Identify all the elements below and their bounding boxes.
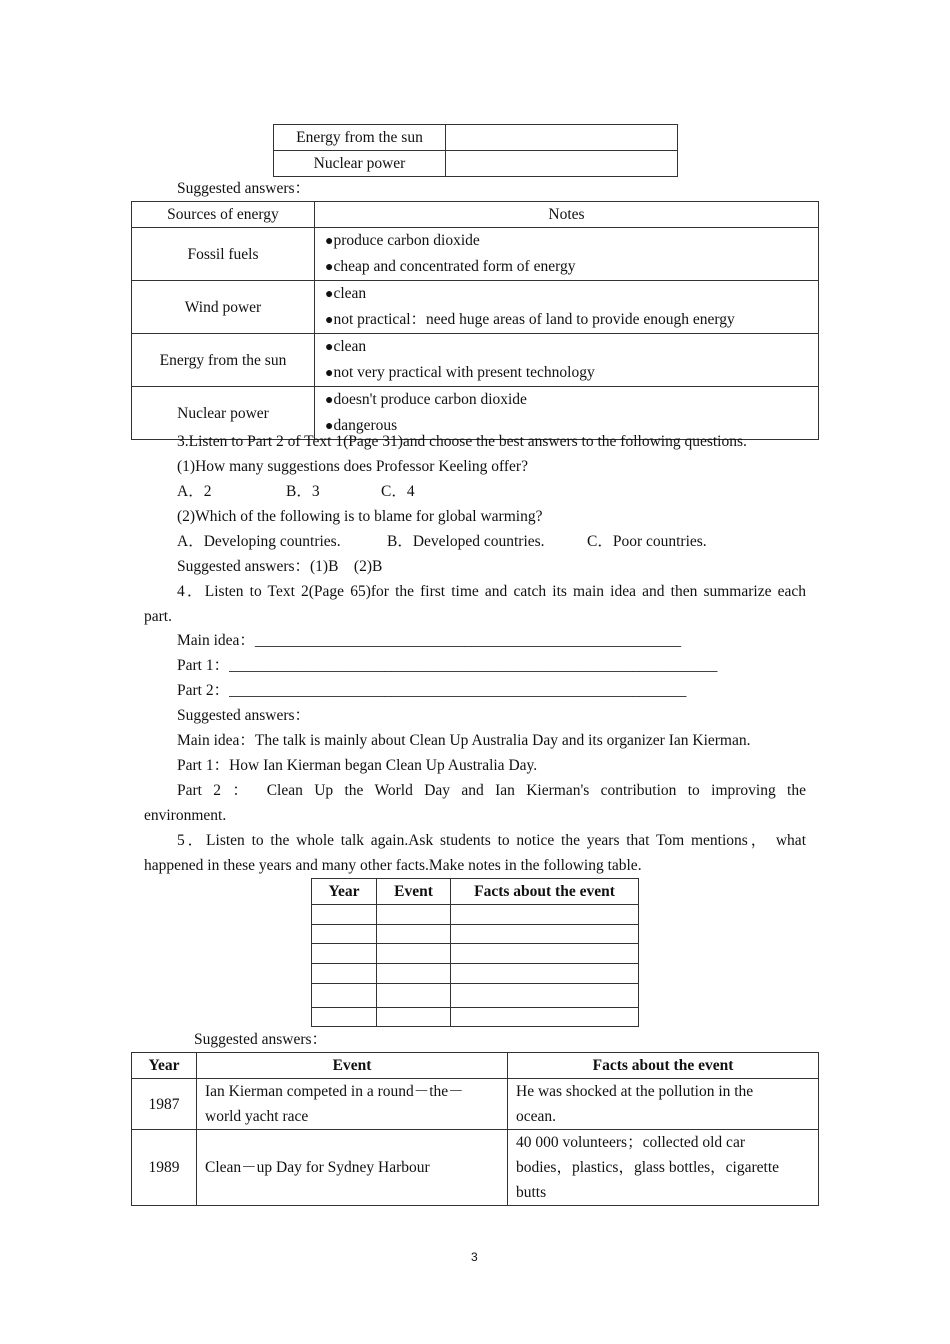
events-answers-table xyxy=(131,1052,819,1206)
energy-notes-table xyxy=(131,201,819,440)
table-cell xyxy=(312,1008,377,1027)
note: produce carbon dioxide xyxy=(333,232,480,249)
main-idea-blank xyxy=(177,632,681,650)
suggested-answers-label: Suggested answers： xyxy=(177,180,311,197)
q3-intro: 3.Listen to Part 2 of Text 1(Page 31)and choose the best answers to the following questions. xyxy=(177,433,747,450)
table-cell: Energy from the sun xyxy=(274,125,446,151)
table-row xyxy=(132,1130,819,1206)
table-header: Event xyxy=(197,1053,508,1079)
table-cell xyxy=(312,925,377,944)
bullet-icon: ● xyxy=(325,234,334,249)
table-cell xyxy=(312,984,377,1008)
table-cell xyxy=(312,944,377,964)
table-cell xyxy=(377,925,451,944)
bullet-icon: ● xyxy=(325,419,334,434)
facts-text: ocean. xyxy=(516,1108,557,1125)
table-row xyxy=(132,387,819,440)
q3-option-c: C．Poor countries. xyxy=(587,533,707,550)
answer-main-idea: Main idea：The talk is mainly about Clean Up Australia Day and its organizer Ian Kierman. xyxy=(177,732,751,749)
table-header: Event xyxy=(377,879,451,905)
table-cell xyxy=(377,964,451,984)
q3-question-1: (1)How many suggestions does Professor Keeling offer? xyxy=(177,458,528,475)
q3-option-b: B．Developed countries. xyxy=(387,533,545,550)
note: clean xyxy=(333,285,367,302)
page-number: 3 xyxy=(471,1250,478,1264)
table-cell xyxy=(312,964,377,984)
bullet-icon: ● xyxy=(325,287,334,302)
facts-text: He was shocked at the pollution in the xyxy=(516,1083,754,1100)
table-row xyxy=(132,334,819,387)
bullet-icon: ● xyxy=(325,393,334,408)
table-header: Facts about the event xyxy=(508,1053,819,1079)
note: cheap and concentrated form of energy xyxy=(333,258,576,275)
label: Main idea：_ xyxy=(177,632,263,649)
blank: ______________________________________________________ xyxy=(262,632,682,649)
q5-intro: 5．Listen to the whole talk again.Ask students to notice the years that Tom mentions， what xyxy=(177,832,806,849)
table-cell xyxy=(451,1008,639,1027)
table-cell xyxy=(451,964,639,984)
table-cell xyxy=(451,984,639,1008)
source-cell: Nuclear power xyxy=(132,387,315,440)
answer-part2: Part 2 ： Clean Up the World Day and Ian Kierman's contribution to improving the xyxy=(177,782,806,799)
source-cell: Fossil fuels xyxy=(132,228,315,281)
table-cell xyxy=(377,944,451,964)
event-text: world yacht race xyxy=(205,1108,309,1125)
blank-energy-table xyxy=(273,124,678,177)
blank: __________________________________________________________ xyxy=(267,657,718,674)
q3-question-2: (2)Which of the following is to blame for global warming? xyxy=(177,508,543,525)
q3-option-c: C．4 xyxy=(381,483,415,500)
table-cell xyxy=(377,984,451,1008)
answer-part1: Part 1：How Ian Kierman began Clean Up Australia Day. xyxy=(177,757,538,774)
suggested-answers-label: Suggested answers： xyxy=(194,1031,328,1048)
bullet-icon: ● xyxy=(325,366,334,381)
q3-option-b: B．3 xyxy=(286,483,320,500)
q3-option-a: A．2 xyxy=(177,483,212,500)
suggested-answers-label: Suggested answers： xyxy=(177,707,311,724)
table-row xyxy=(132,228,819,281)
q3-option-a: A．Developing countries. xyxy=(177,533,341,550)
table-cell xyxy=(446,125,678,151)
table-cell xyxy=(446,151,678,177)
facts-text: butts xyxy=(516,1184,547,1201)
table-header: Year xyxy=(312,879,377,905)
table-header: Sources of energy xyxy=(132,202,315,228)
event-text: Clean－up Day for Sydney Harbour xyxy=(197,1130,508,1206)
table-row xyxy=(132,1079,819,1130)
blank-events-table xyxy=(311,878,639,1027)
bullet-icon: ● xyxy=(325,313,334,328)
bullet-icon: ● xyxy=(325,260,334,275)
bullet-icon: ● xyxy=(325,340,334,355)
table-header: Facts about the event xyxy=(451,879,639,905)
table-header: Notes xyxy=(315,202,819,228)
label: Part 1：_____ xyxy=(177,657,268,674)
note: not very practical with present technology xyxy=(333,364,595,381)
year-cell: 1989 xyxy=(132,1130,197,1206)
q3-answers: Suggested answers：(1)B (2)B xyxy=(177,558,383,575)
answer-part2-cont: environment. xyxy=(144,807,227,824)
q4-intro-cont: part. xyxy=(144,608,172,625)
table-header: Year xyxy=(132,1053,197,1079)
table-cell xyxy=(451,905,639,925)
note: doesn't produce carbon dioxide xyxy=(333,391,527,408)
note: not practical：need huge areas of land to provide enough energy xyxy=(333,311,735,328)
part2-blank: Part 2：___________________________________________________________ xyxy=(177,682,687,699)
facts-text: bodies，plastics，glass bottles，cigarette xyxy=(516,1159,780,1176)
year-cell: 1987 xyxy=(132,1079,197,1130)
table-cell xyxy=(377,905,451,925)
facts-text: 40 000 volunteers；collected old car xyxy=(516,1134,745,1151)
q4-intro: 4．Listen to Text 2(Page 65)for the first time and catch its main idea and then summarize each xyxy=(177,583,806,600)
table-cell xyxy=(377,1008,451,1027)
source-cell: Energy from the sun xyxy=(132,334,315,387)
part1-blank xyxy=(177,657,717,675)
q5-intro-cont: happened in these years and many other facts.Make notes in the following table. xyxy=(144,857,642,874)
source-cell: Wind power xyxy=(132,281,315,334)
table-cell xyxy=(451,925,639,944)
note: dangerous xyxy=(333,417,398,434)
table-cell: Nuclear power xyxy=(274,151,446,177)
table-cell xyxy=(451,944,639,964)
event-text: Ian Kierman competed in a round－the－ xyxy=(205,1083,464,1100)
note: clean xyxy=(333,338,367,355)
table-cell xyxy=(312,905,377,925)
table-row xyxy=(132,281,819,334)
